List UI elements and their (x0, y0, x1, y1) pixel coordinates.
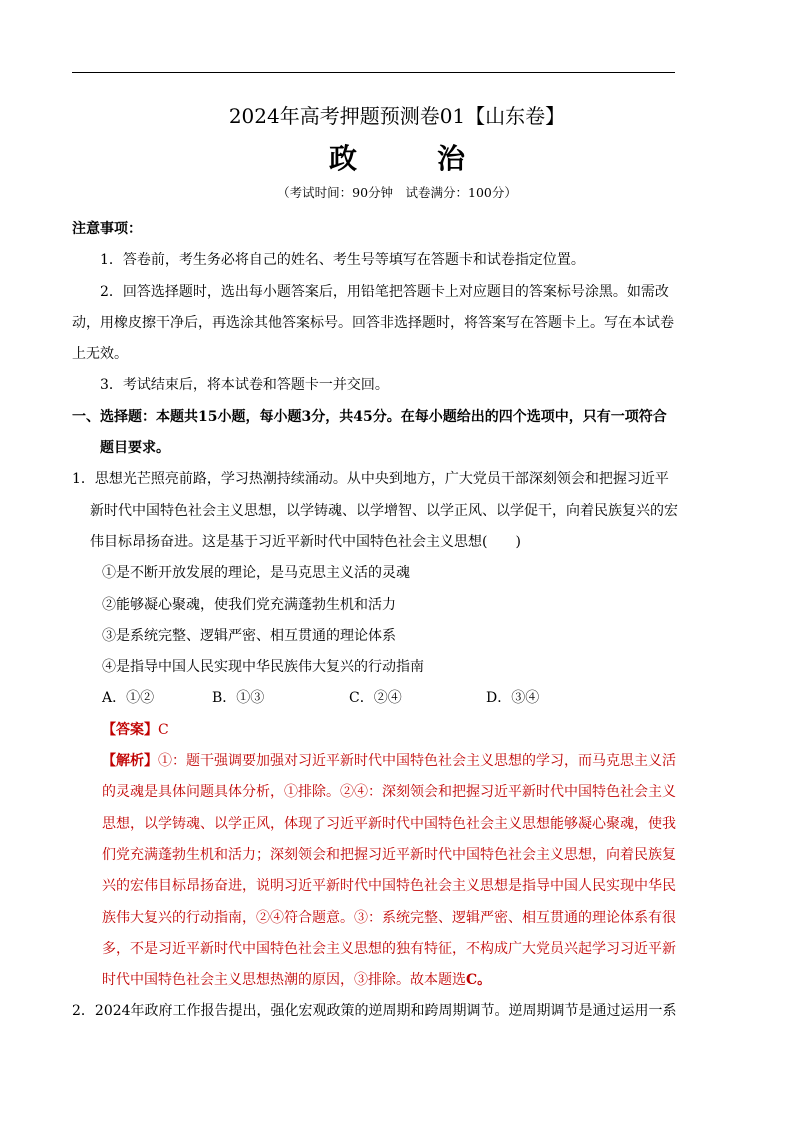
answer-value: C (158, 721, 169, 738)
question-1-statement-4: ④是指导中国人民实现中华民族伟大复兴的行动指南 (102, 659, 424, 676)
question-1-statement-2: ②能够凝心聚魂，使我们党充满蓬勃生机和活力 (102, 596, 396, 613)
analysis-text: ①：题干强调要加强对习近平新时代中国特色社会主义思想的学习，而马克思主义活的灵魂是具体问题具体分析，①排除。②④：深刻领会和把握习近平新时代中国特色社会主义思想，以学铸魂、以学正风，体现了习近平新时代中国特色社会主义思想能够凝心聚魂，使我们党充满蓬勃生机和活力；深刻领会和把握习近平新时代中国特色社会主义思想，向着民族复兴的宏伟目标昂扬奋进，说明习近平新时代中国特色社会主义思想是指导中国人民实现中华民族伟大复兴的行动指南，②④符合题意。③：系统完整、逻辑严密、相互贯通的理论体系有很多，不是习近平新时代中国特色社会主义思想的独有特征，不构成广大党员兴起学习习近平新时代中国特色社会主义思想热潮的原因，③排除。故本题选 (102, 753, 676, 989)
question-1-analysis (72, 746, 678, 996)
question-1-choices (72, 683, 678, 714)
choice-b: B．①③ (212, 690, 265, 707)
notes-heading: 注意事项： (72, 221, 142, 237)
question-1-statement-1: ①是不断开放发展的理论，是马克思主义活的灵魂 (102, 565, 410, 582)
note-item-1: 1．答卷前，考生务必将自己的姓名、考生号等填写在答题卡和试卷指定位置。 (100, 252, 585, 269)
header-rule (72, 72, 675, 73)
note-item-3: 3．考试结束后，将本试卷和答题卡一并交回。 (100, 377, 389, 394)
question-1-statement-3: ③是系统完整、逻辑严密、相互贯通的理论体系 (102, 627, 396, 644)
note-item-2: 2．回答选择题时，选出每小题答案后，用铅笔把答题卡上对应题目的答案标号涂黑。如需改动，用橡皮擦干净后，再选涂其他答案标号。回答非选择题时，将答案写在答题卡上。写在本试卷上无效。 (72, 283, 674, 363)
answer-label: 【答案】 (102, 721, 158, 738)
question-1-stem: 1．思想光芒照亮前路，学习热潮持续涌动。从中央到地方，广大党员干部深刻领会和把握习近平新时代中国特色社会主义思想，以学铸魂、以学增智、以学正风、以学促干，向着民族复兴的宏伟目标昂扬奋进。这是基于习近平新时代中国特色社会主义思想( ) (72, 471, 678, 550)
analysis-end: C。 (466, 972, 492, 989)
paper-body (72, 214, 678, 1028)
section-heading: 一、选择题：本题共15小题，每小题3分，共45分。在每小题给出的四个选项中，只有一项符合题目要求。 (72, 408, 667, 457)
subject-title: 政 治 (328, 142, 491, 175)
choice-a: A．①② (102, 690, 155, 707)
question-1-answer (72, 715, 678, 746)
analysis-label: 【解析】 (102, 753, 158, 770)
exam-info: （考试时间：90分钟 试卷满分：100分） (277, 185, 517, 200)
choice-d: D．③④ (486, 690, 540, 707)
question-2-stem: 2．2024年政府工作报告提出，强化宏观政策的逆周期和跨周期调节。逆周期调节是通过运用一系 (72, 1003, 677, 1020)
paper-title: 2024年高考押题预测卷01【山东卷】 (228, 104, 566, 128)
choice-c: C．②④ (349, 690, 402, 707)
